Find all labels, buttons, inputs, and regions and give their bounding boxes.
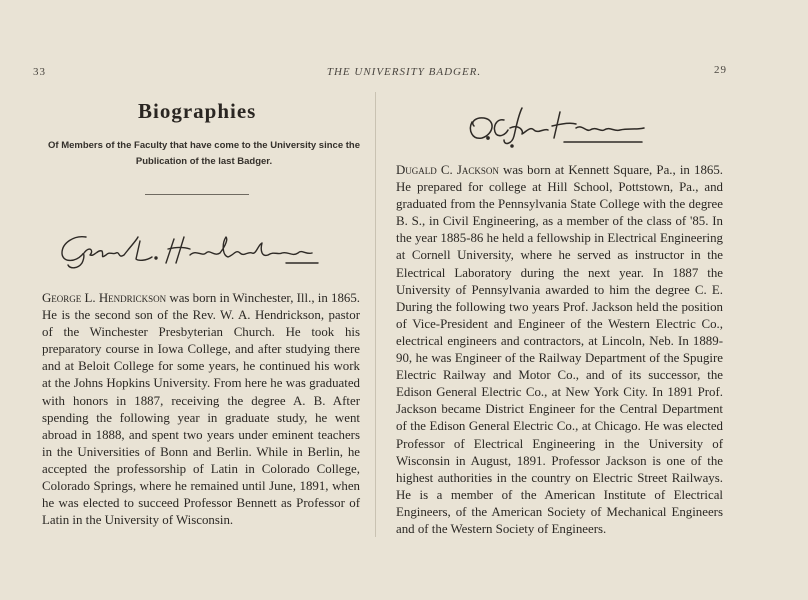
column-divider bbox=[375, 92, 376, 537]
right-column bbox=[396, 96, 723, 538]
page-number-left: 33 bbox=[33, 66, 46, 78]
jackson-name: Dugald C. Jackson bbox=[396, 163, 499, 177]
jackson-signature bbox=[464, 104, 654, 148]
hendrickson-signature bbox=[56, 229, 326, 271]
section-subheading: Of Members of the Faculty that have come to the University since the Publication of the last Badger. bbox=[48, 140, 360, 167]
hendrickson-bio-text: was born in Winchester, Ill., in 1865. He is the second son of the Rev. W. A. Hendrickson, pastor of the Winchester Presbyterian Church. He took his preparatory course in Iowa College, and after studying there and at Beloit College for some years, he continued his work at the Johns Hopkins University. From here he was graduated with honors in 1887, receiving the degree A. B. After spending the following year in graduate study, he went abroad in 1888, and spent two years under eminent teachers in the Universities of Bonn and Berlin. While in Berlin, he accepted the professorship of Latin in Colorado College, Colorado Springs, where he remained until June, 1891, when he was elected to succeed Professor Bennett as Professor of Latin in the University of Wisconsin. bbox=[42, 291, 361, 528]
section-heading: Biographies bbox=[138, 99, 257, 123]
left-column bbox=[42, 96, 360, 529]
short-rule bbox=[145, 194, 249, 195]
jackson-biography bbox=[396, 162, 723, 538]
jackson-bio-text: was born at Kennett Square, Pa., in 1865. He prepared for college at Hill School, Pottstown, Pa., and graduated from the Pennsylvania State College with the degree B. S., in Civil Engineering, as a member of the class of '85. In the year 1885-86 he held a fellowship in Electrical Engineering at Cornell University, where he served as instructor in the Electrical Laboratory during the next year. In 1887 the University of Pennsylvania awarded to him the degree C. E. During the following two years Prof. Jackson held the position of Vice-President and Engineer of the Western Electric Co., electrical engineers and contractors, at Lincoln, Neb. In 1889-90, he was Engineer of the Railway Department of the Spugire Electric Railway and Motor Co., and of its successor, the Edison General Electric Co., at New York City. In 1891 Prof. Jackson became District Engineer for the Central Department of the Edison General Electric Co., at Chicago. He was elected Professor of Electrical Engineering in the University of Wisconsin in August, 1891. Professor Jackson is one of the highest authorities in the country on Electric Street Railways. He is a member of the American Institute of Electrical Engineers, of the American Society of Mechanical Engineers and of the Western Society of Engineers. bbox=[396, 163, 724, 536]
hendrickson-name: George L. Hendrickson bbox=[42, 291, 167, 305]
hendrickson-biography bbox=[42, 290, 360, 529]
page-number-right: 29 bbox=[714, 64, 727, 76]
running-head-title: THE UNIVERSITY BADGER. bbox=[326, 66, 482, 78]
running-head bbox=[0, 66, 808, 82]
